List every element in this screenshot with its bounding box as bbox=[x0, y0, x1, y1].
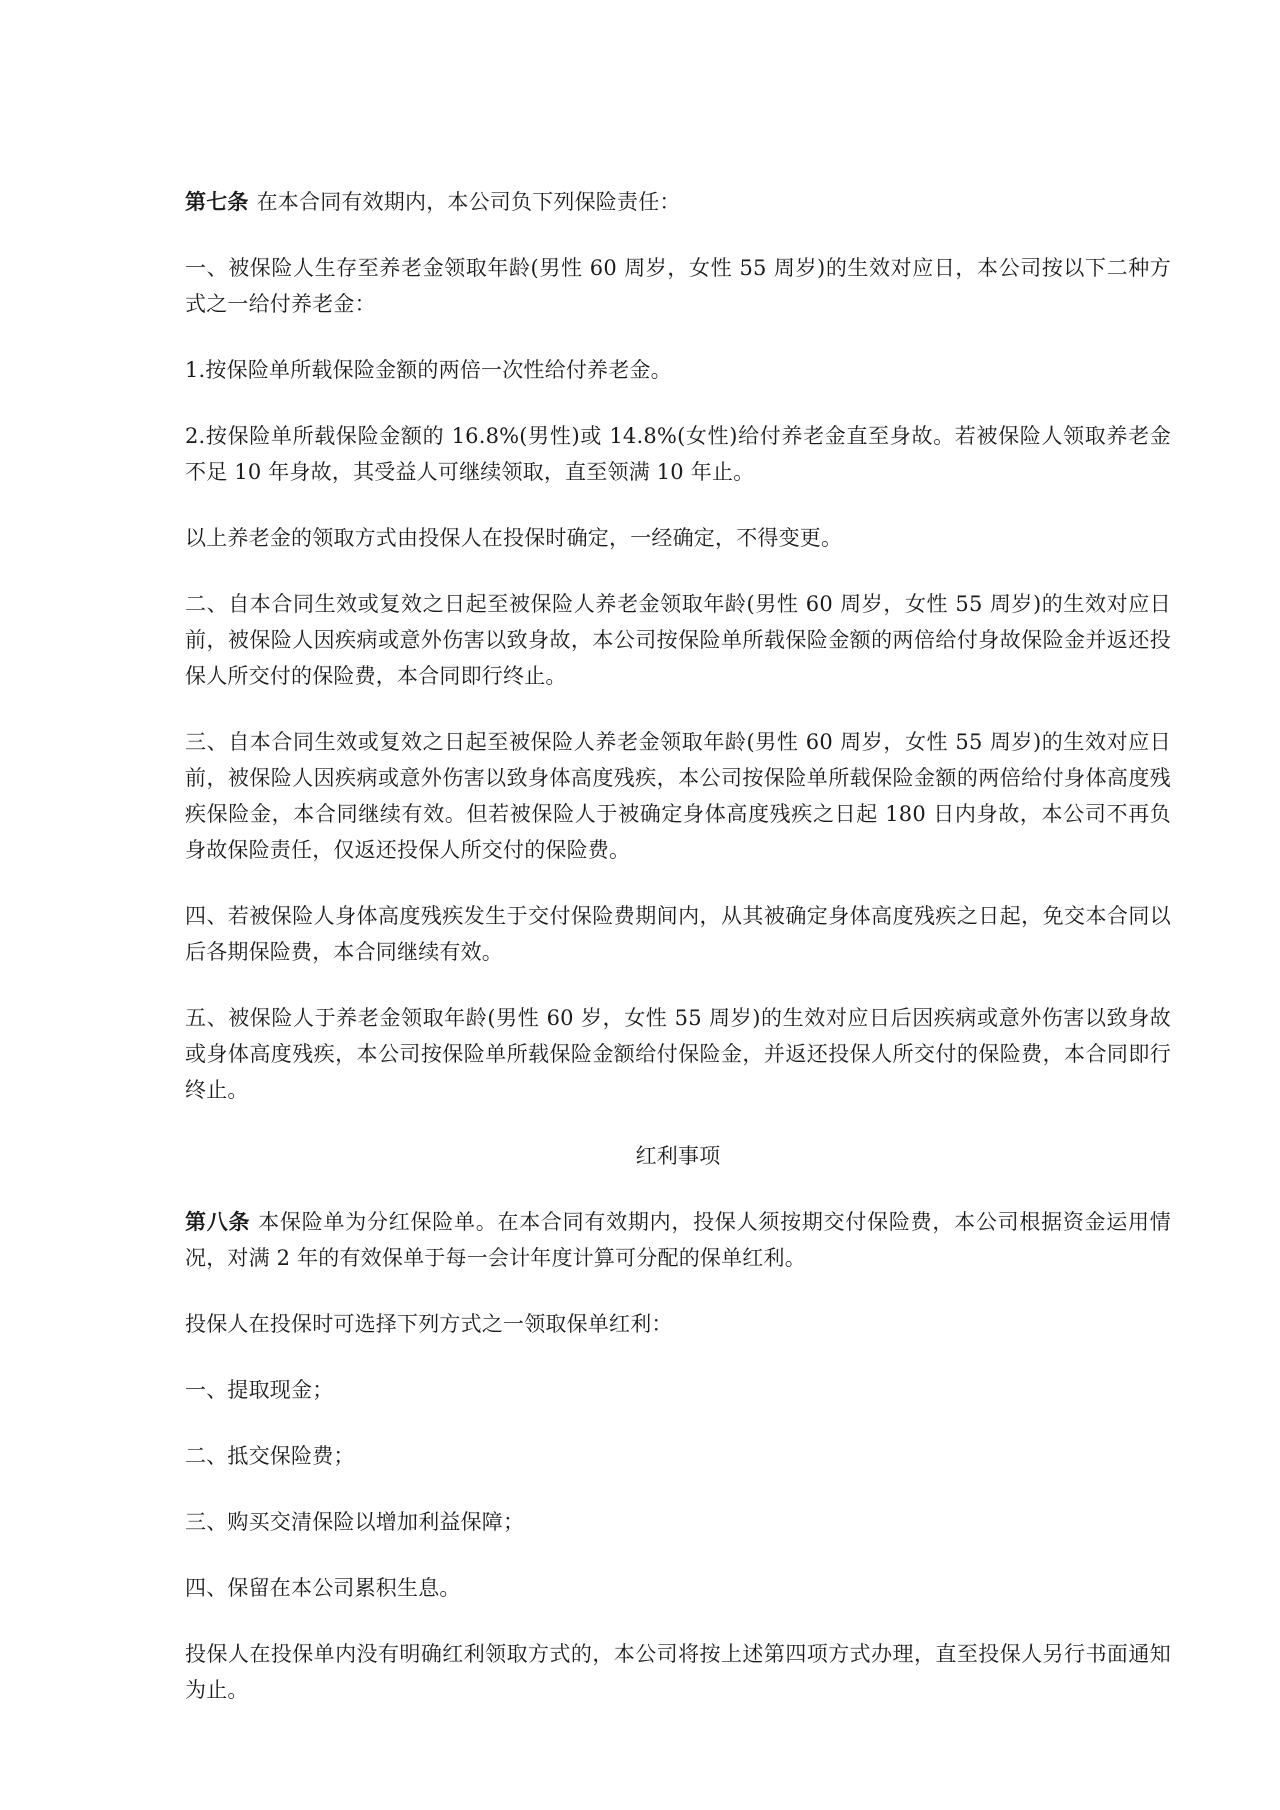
article-7-item-1: 一、被保险人生存至养老金领取年龄(男性 60 周岁，女性 55 周岁)的生效对应日，本公司按以下二种方式之一给付养老金： bbox=[185, 256, 1171, 316]
article-7-intro-text: 在本合同有效期内，本公司负下列保险责任： bbox=[256, 190, 681, 214]
dividend-choice-2: 二、抵交保险费； bbox=[185, 1444, 355, 1468]
article-8-intro-text: 本保险单为分红保险单。在本合同有效期内，投保人须按期交付保险费，本公司根据资金运用情况，对满 2 年的有效保单于每一会计年度计算可分配的保单红利。 bbox=[185, 1210, 1171, 1270]
article-7-item-5: 五、被保险人于养老金领取年龄(男性 60 岁，女性 55 周岁)的生效对应日后因疾病或意外伤害以致身故或身体高度残疾，本公司按保险单所载保险金额给付保险金，并返还投保人所交付的保险费，本合同即行终止。 bbox=[185, 1006, 1171, 1102]
article-8-label: 第八条 bbox=[185, 1210, 251, 1234]
dividend-choice-3: 三、购买交清保险以增加利益保障； bbox=[185, 1510, 525, 1534]
article-8-intro bbox=[185, 1204, 1171, 1276]
pension-option-1: 1.按保险单所载保险金额的两倍一次性给付养老金。 bbox=[185, 358, 672, 382]
dividend-choice-1: 一、提取现金； bbox=[185, 1378, 334, 1402]
document-page bbox=[185, 184, 1171, 1738]
dividend-section-title: 红利事项 bbox=[635, 1144, 721, 1168]
article-7-label: 第七条 bbox=[185, 190, 249, 214]
pension-option-2: 2.按保险单所载保险金额的 16.8%(男性)或 14.8%(女性)给付养老金直至身故。若被保险人领取养老金不足 10 年身故，其受益人可继续领取，直至领满 10 年止。 bbox=[185, 424, 1171, 484]
article-7-item-4: 四、若被保险人身体高度残疾发生于交付保险费期间内，从其被确定身体高度残疾之日起，免交本合同以后各期保险费，本合同继续有效。 bbox=[185, 904, 1171, 964]
article-7-item-2: 二、自本合同生效或复效之日起至被保险人养老金领取年龄(男性 60 周岁，女性 55 周岁)的生效对应日前，被保险人因疾病或意外伤害以致身故，本公司按保险单所载保险金额的两倍给付身故保险金并返还投保人所交付的保险费，本合同即行终止。 bbox=[185, 592, 1171, 688]
dividend-default-note: 投保人在投保单内没有明确红利领取方式的，本公司将按上述第四项方式办理，直至投保人另行书面通知为止。 bbox=[185, 1642, 1171, 1702]
pension-options-note: 以上养老金的领取方式由投保人在投保时确定，一经确定，不得变更。 bbox=[185, 526, 843, 550]
article-7-item-3: 三、自本合同生效或复效之日起至被保险人养老金领取年龄(男性 60 周岁，女性 55 周岁)的生效对应日前，被保险人因疾病或意外伤害以致身体高度残疾，本公司按保险单所载保险金额的两倍给付身体高度残疾保险金，本合同继续有效。但若被保险人于被确定身体高度残疾之日起 180 日内身故，本公司不再负身故保险责任，仅返还投保人所交付的保险费。 bbox=[185, 730, 1171, 862]
dividend-choice-intro: 投保人在投保时可选择下列方式之一领取保单红利： bbox=[185, 1312, 673, 1336]
dividend-choice-4: 四、保留在本公司累积生息。 bbox=[185, 1576, 461, 1600]
article-7-intro bbox=[185, 184, 1171, 220]
